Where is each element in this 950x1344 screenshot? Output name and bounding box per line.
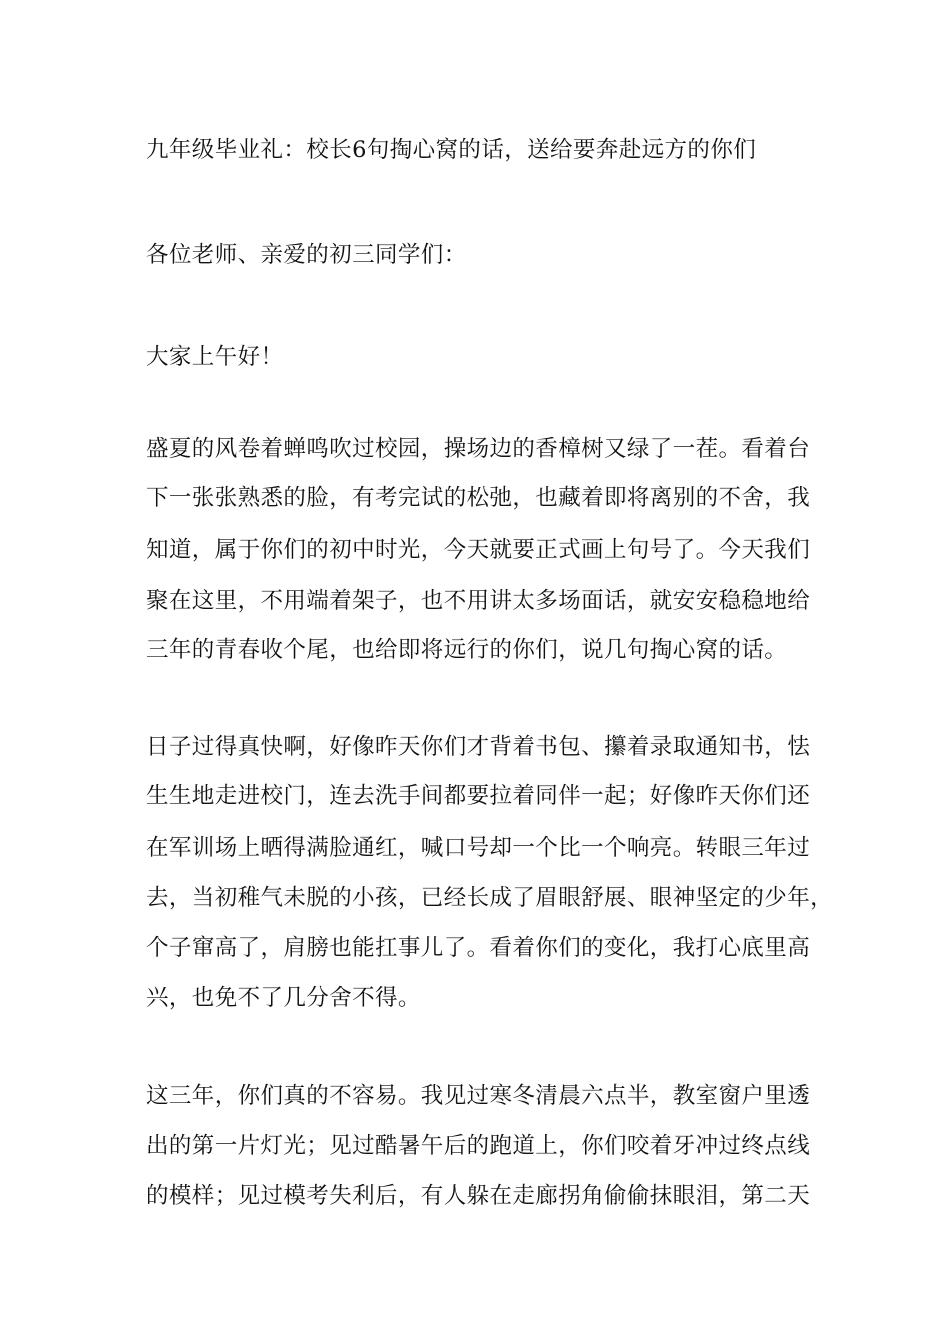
paragraph-line: 这三年，你们真的不容易。我见过寒冬清晨六点半，教室窗户里透	[146, 1083, 811, 1109]
salutation: 各位老师、亲爱的初三同学们：	[146, 242, 467, 268]
paragraph-line: 去，当初稚气未脱的小孩，已经长成了眉眼舒展、眼神坚定的少年，	[146, 885, 834, 911]
greeting: 大家上午好！	[146, 344, 284, 370]
paragraph-line: 个子窜高了，肩膀也能扛事儿了。看着你们的变化，我打心底里高	[146, 935, 811, 961]
paragraph-line: 日子过得真快啊，好像昨天你们才背着书包、攥着录取通知书，怯	[146, 734, 811, 760]
paragraph-line: 在军训场上晒得满脸通红，喊口号却一个比一个响亮。转眼三年过	[146, 835, 811, 861]
paragraph-line: 盛夏的风卷着蝉鸣吹过校园，操场边的香樟树又绿了一茬。看着台	[146, 436, 811, 462]
paragraph-line: 兴，也免不了几分舍不得。	[146, 985, 421, 1011]
document-title: 九年级毕业礼：校长6句掏心窝的话，送给要奔赴远方的你们	[146, 137, 757, 163]
paragraph-line: 知道，属于你们的初中时光，今天就要正式画上句号了。今天我们	[146, 537, 811, 563]
paragraph-line: 生生地走进校门，连去洗手间都要拉着同伴一起；好像昨天你们还	[146, 783, 811, 809]
paragraph-line: 出的第一片灯光；见过酷暑午后的跑道上，你们咬着牙冲过终点线	[146, 1133, 811, 1159]
paragraph-line: 下一张张熟悉的脸，有考完试的松弛，也藏着即将离别的不舍，我	[146, 485, 811, 511]
paragraph-line: 三年的青春收个尾，也给即将远行的你们，说几句掏心窝的话。	[146, 637, 788, 663]
paragraph-line: 的模样；见过模考失利后，有人躲在走廊拐角偷偷抹眼泪，第二天	[146, 1183, 811, 1209]
paragraph-line: 聚在这里，不用端着架子，也不用讲太多场面话，就安安稳稳地给	[146, 588, 811, 614]
